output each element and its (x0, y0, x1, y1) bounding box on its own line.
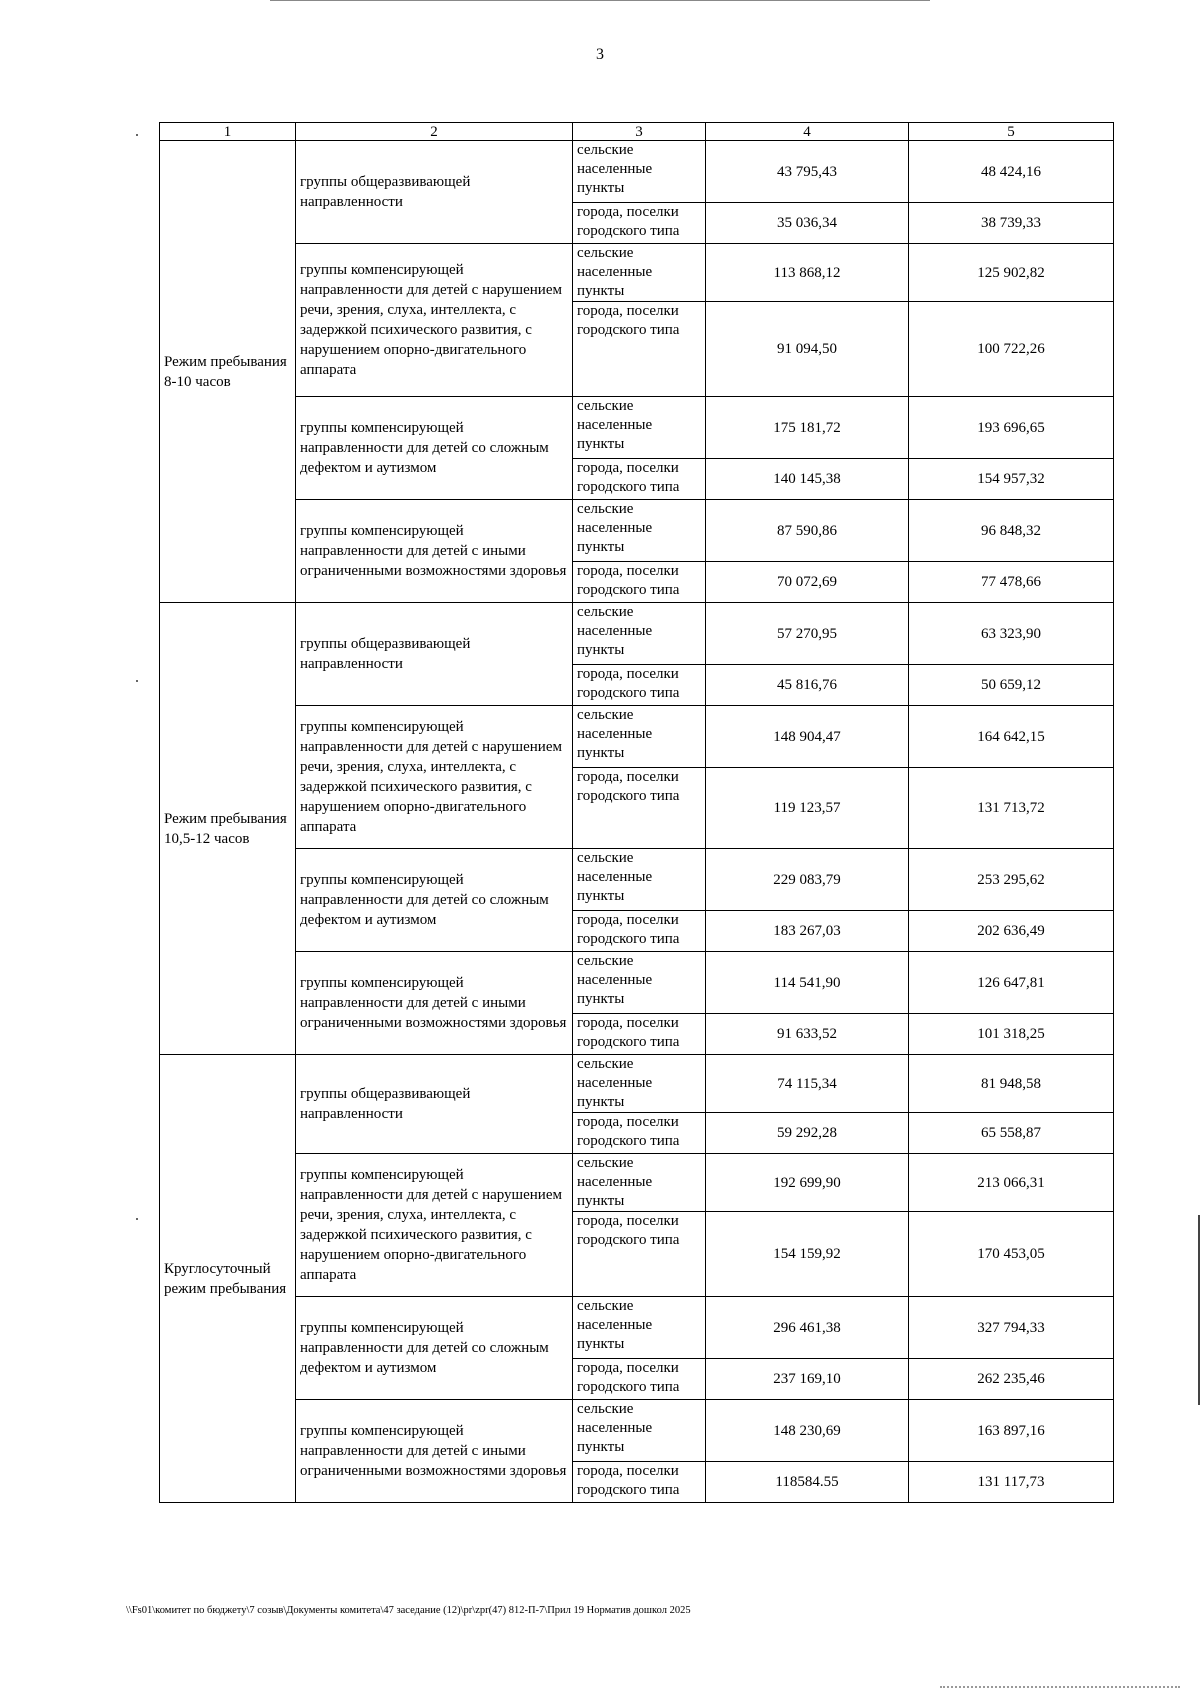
value-col4: 237 169,10 (706, 1359, 909, 1400)
scan-speck (136, 1218, 138, 1220)
table-row (160, 706, 1114, 768)
mode-cell: Круглосуточный режим пребывания (160, 1055, 296, 1503)
value-col4: 118584.55 (706, 1462, 909, 1503)
settlement-cell: сельские населенные пункты (573, 952, 706, 1014)
settlement-cell: сельские населенные пункты (573, 244, 706, 302)
group-cell: группы компенсирующей направленности для детей со сложным дефектом и аутизмом (296, 1297, 573, 1400)
table-row (160, 141, 1114, 203)
settlement-cell: города, поселки городского типа (573, 1462, 706, 1503)
group-cell: группы компенсирующей направленности для детей с иными ограниченными возможностями здоровья (296, 952, 573, 1055)
value-col5: 50 659,12 (909, 665, 1114, 706)
value-col4: 35 036,34 (706, 203, 909, 244)
settlement-cell: сельские населенные пункты (573, 706, 706, 768)
value-col4: 148 904,47 (706, 706, 909, 768)
settlement-cell: сельские населенные пункты (573, 1154, 706, 1212)
column-number-row (160, 123, 1114, 141)
settlement-cell: города, поселки городского типа (573, 562, 706, 603)
column-number: 1 (160, 123, 296, 141)
settlement-cell: сельские населенные пункты (573, 141, 706, 203)
settlement-cell: города, поселки городского типа (573, 302, 706, 397)
value-col5: 164 642,15 (909, 706, 1114, 768)
value-col5: 327 794,33 (909, 1297, 1114, 1359)
value-col4: 192 699,90 (706, 1154, 909, 1212)
value-col4: 114 541,90 (706, 952, 909, 1014)
value-col5: 131 117,73 (909, 1462, 1114, 1503)
settlement-cell: города, поселки городского типа (573, 1359, 706, 1400)
settlement-cell: города, поселки городского типа (573, 1212, 706, 1297)
group-cell: группы общеразвивающей направленности (296, 603, 573, 706)
table-row (160, 397, 1114, 459)
page-number: 3 (596, 46, 604, 63)
value-col5: 126 647,81 (909, 952, 1114, 1014)
value-col4: 91 633,52 (706, 1014, 909, 1055)
value-col4: 57 270,95 (706, 603, 909, 665)
table-row (160, 500, 1114, 562)
value-col5: 154 957,32 (909, 459, 1114, 500)
table-row (160, 244, 1114, 302)
value-col4: 59 292,28 (706, 1113, 909, 1154)
settlement-cell: сельские населенные пункты (573, 849, 706, 911)
value-col4: 45 816,76 (706, 665, 909, 706)
column-number: 3 (573, 123, 706, 141)
value-col5: 170 453,05 (909, 1212, 1114, 1297)
mode-cell: Режим пребывания 8-10 часов (160, 141, 296, 603)
value-col5: 253 295,62 (909, 849, 1114, 911)
group-cell: группы компенсирующей направленности для детей с нарушением речи, зрения, слуха, интеллекта, с задержкой психического развития, с нарушением опорно-двигательного аппарата (296, 1154, 573, 1297)
group-cell: группы компенсирующей направленности для детей со сложным дефектом и аутизмом (296, 397, 573, 500)
scan-top-edge (270, 0, 930, 1)
settlement-cell: сельские населенные пункты (573, 1297, 706, 1359)
value-col5: 202 636,49 (909, 911, 1114, 952)
value-col4: 119 123,57 (706, 768, 909, 849)
table-row (160, 849, 1114, 911)
settlement-cell: города, поселки городского типа (573, 768, 706, 849)
mode-cell: Режим пребывания 10,5-12 часов (160, 603, 296, 1055)
value-col4: 43 795,43 (706, 141, 909, 203)
settlement-cell: города, поселки городского типа (573, 203, 706, 244)
scan-bottom-artifact (940, 1686, 1180, 1691)
value-col4: 140 145,38 (706, 459, 909, 500)
settlement-cell: сельские населенные пункты (573, 397, 706, 459)
value-col5: 81 948,58 (909, 1055, 1114, 1113)
value-col4: 175 181,72 (706, 397, 909, 459)
value-col4: 148 230,69 (706, 1400, 909, 1462)
value-col4: 70 072,69 (706, 562, 909, 603)
value-col4: 87 590,86 (706, 500, 909, 562)
value-col5: 125 902,82 (909, 244, 1114, 302)
settlement-cell: города, поселки городского типа (573, 1014, 706, 1055)
table-row (160, 1055, 1114, 1113)
settlement-cell: города, поселки городского типа (573, 911, 706, 952)
value-col5: 163 897,16 (909, 1400, 1114, 1462)
group-cell: группы общеразвивающей направленности (296, 1055, 573, 1154)
value-col5: 38 739,33 (909, 203, 1114, 244)
value-col5: 262 235,46 (909, 1359, 1114, 1400)
group-cell: группы компенсирующей направленности для детей с иными ограниченными возможностями здоровья (296, 1400, 573, 1503)
table-row (160, 952, 1114, 1014)
value-col5: 96 848,32 (909, 500, 1114, 562)
value-col4: 113 868,12 (706, 244, 909, 302)
value-col4: 229 083,79 (706, 849, 909, 911)
settlement-cell: сельские населенные пункты (573, 500, 706, 562)
column-number: 5 (909, 123, 1114, 141)
value-col5: 65 558,87 (909, 1113, 1114, 1154)
value-col5: 193 696,65 (909, 397, 1114, 459)
settlement-cell: города, поселки городского типа (573, 459, 706, 500)
settlement-cell: сельские населенные пункты (573, 1400, 706, 1462)
column-number: 2 (296, 123, 573, 141)
value-col5: 100 722,26 (909, 302, 1114, 397)
table-row (160, 1400, 1114, 1462)
group-cell: группы компенсирующей направленности для детей с нарушением речи, зрения, слуха, интеллекта, с задержкой психического развития, с нарушением опорно-двигательного аппарата (296, 706, 573, 849)
table-row (160, 1154, 1114, 1212)
value-col5: 63 323,90 (909, 603, 1114, 665)
scan-speck (136, 680, 138, 682)
group-cell: группы компенсирующей направленности для детей со сложным дефектом и аутизмом (296, 849, 573, 952)
table-row (160, 603, 1114, 665)
group-cell: группы компенсирующей направленности для детей с нарушением речи, зрения, слуха, интеллекта, с задержкой психического развития, с нарушением опорно-двигательного аппарата (296, 244, 573, 397)
value-col5: 48 424,16 (909, 141, 1114, 203)
value-col4: 154 159,92 (706, 1212, 909, 1297)
settlement-cell: города, поселки городского типа (573, 1113, 706, 1154)
value-col5: 131 713,72 (909, 768, 1114, 849)
scan-speck (136, 134, 138, 136)
settlement-cell: сельские населенные пункты (573, 603, 706, 665)
norms-table (159, 122, 1114, 1503)
value-col4: 296 461,38 (706, 1297, 909, 1359)
group-cell: группы компенсирующей направленности для детей с иными ограниченными возможностями здоровья (296, 500, 573, 603)
settlement-cell: сельские населенные пункты (573, 1055, 706, 1113)
value-col4: 74 115,34 (706, 1055, 909, 1113)
value-col5: 213 066,31 (909, 1154, 1114, 1212)
table-row (160, 1297, 1114, 1359)
group-cell: группы общеразвивающей направленности (296, 141, 573, 244)
value-col4: 183 267,03 (706, 911, 909, 952)
column-number: 4 (706, 123, 909, 141)
settlement-cell: города, поселки городского типа (573, 665, 706, 706)
value-col5: 77 478,66 (909, 562, 1114, 603)
value-col5: 101 318,25 (909, 1014, 1114, 1055)
value-col4: 91 094,50 (706, 302, 909, 397)
file-path-footer: \\Fs01\комитет по бюджету\7 созыв\Документы комитета\47 заседание (12)\pr\zpr(47) 812-П-7\Прил 19 Норматив дошкол 2025 (126, 1605, 691, 1616)
